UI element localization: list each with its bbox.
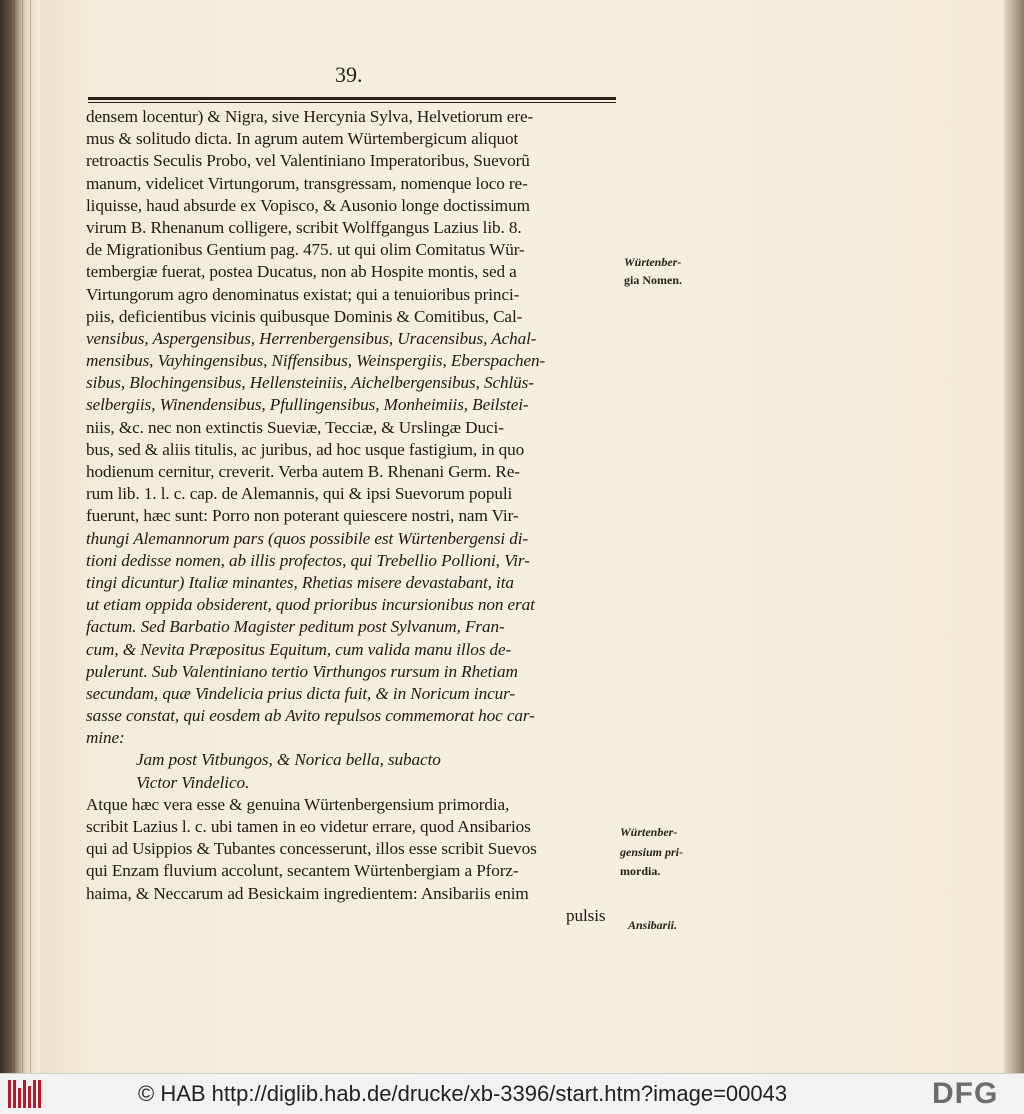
text-line: factum. Sed Barbatio Magister peditum post Sylvanum, Fran- — [86, 617, 505, 637]
text-line: niis, &c. nec non extinctis Sueviæ, Tecciæ, & Urslingæ Duci- — [86, 417, 504, 437]
page-edge-right — [1004, 0, 1024, 1073]
margin-note: gensium pri- — [620, 845, 684, 859]
text-line: secundam, quæ Vindelicia prius dicta fuit, & in Noricum incur- — [86, 683, 515, 703]
text-line: qui Enzam fluvium accolunt, secantem Würtenbergiam a Pforz- — [86, 861, 519, 881]
text-line: ut etiam oppida obsiderent, quod prioribus incursionibus non erat — [86, 595, 535, 615]
text-line: selbergiis, Winendensibus, Pfullingensibus, Monheimiis, Beilstei- — [86, 395, 529, 415]
text-line: Atque hæc vera esse & genuina Würtenbergensium primordia, — [86, 794, 510, 814]
text-line: hodienum cernitur, creverit. Verba autem B. Rhenani Germ. Re- — [86, 462, 520, 481]
page-number: 39. — [335, 62, 363, 87]
text-line: sasse constat, qui eosdem ab Avito repulsos commemorat hoc car- — [86, 706, 535, 726]
catchword: pulsis — [566, 905, 606, 925]
text-line: densem locentur) & Nigra, sive Hercynia Sylva, Helvetiorum ere- — [86, 107, 534, 126]
text-line: tembergiæ fuerat, postea Ducatus, non ab Hospite montis, sed a — [86, 262, 517, 282]
text-line: retroactis Seculis Probo, vel Valentiniano Imperatoribus, Suevorũ — [86, 151, 530, 171]
text-line: mine: — [86, 728, 125, 748]
text-line: piis, deficientibus vicinis quibusque Dominis & Comitibus, Cal- — [86, 306, 523, 326]
text-line: mensibus, Vayhingensibus, Niffensibus, Weinspergiis, Eberspachen- — [86, 351, 546, 371]
text-line: tingi dicuntur) Italiæ minantes, Rhetias misere devastabant, ita — [86, 572, 514, 592]
text-line: thungi Alemannorum pars (quos possibile est Würtenbergensi di- — [86, 528, 529, 548]
text-line: vensibus, Aspergensibus, Herrenbergensibus, Uracensibus, Achal- — [86, 328, 537, 348]
margin-note: Ansibarii. — [628, 918, 678, 932]
text-line: qui ad Usippios & Tubantes concesserunt, illos esse scribit Suevos — [86, 839, 537, 859]
text-line: scribit Lazius l. c. ubi tamen in eo videtur errare, quod Ansibarios — [86, 817, 531, 836]
verse-line: Victor Vindelico. — [136, 772, 250, 792]
text-line: haima, & Neccarum ad Besickaim ingredientem: Ansibariis enim — [86, 883, 529, 903]
dfg-logo: DFG — [932, 1077, 999, 1110]
text-line: manum, videlicet Virtungorum, transgressam, nomenque loco re- — [86, 173, 528, 193]
text-line: virum B. Rhenanum colligere, scribit Wolffgangus Lazius lib. 8. — [86, 217, 522, 237]
header-rule-thin — [88, 102, 616, 103]
verse-line: Jam post Vitbungos, & Norica bella, subacto — [136, 750, 441, 770]
header-rule — [88, 97, 616, 100]
text-line: fuerunt, hæc sunt: Porro non poterant quiescere nostri, nam Vir- — [86, 506, 519, 526]
margin-note: Würtenber- — [624, 255, 682, 269]
margin-note: Würtenber- — [620, 825, 678, 839]
margin-note: mordia. — [620, 864, 661, 878]
text-line: cum, & Nevita Præpositus Equitum, cum valida manu illos de- — [86, 639, 512, 659]
text-line: tioni dedisse nomen, ab illis profectos, qui Trebellio Pollioni, Vir- — [86, 550, 530, 570]
text-line: rum lib. 1. l. c. cap. de Alemannis, qui & ipsi Suevorum populi — [86, 484, 513, 504]
text-line: de Migrationibus Gentium pag. 475. ut qui olim Comitatus Wür- — [86, 240, 525, 260]
text-line: pulerunt. Sub Valentiniano tertio Virthungos rursum in Rhetiam — [86, 661, 518, 681]
copyright-link[interactable]: © HAB http://diglib.hab.de/drucke/xb-3396/start.htm?image=00043 — [138, 1081, 788, 1106]
viewer-footer — [0, 1073, 1024, 1114]
hab-logo-icon — [8, 1080, 46, 1108]
text-line: sibus, Blochingensibus, Hellensteiniis, Aichelbergensibus, Schlüs- — [86, 373, 534, 393]
book-binding-gutter — [0, 0, 40, 1073]
text-line: liquisse, haud absurde ex Vopisco, & Ausonio longe doctissimum — [86, 195, 530, 215]
text-line: Virtungorum agro denominatus existat; qui a tenuioribus princi- — [86, 284, 520, 304]
text-line: bus, sed & aliis titulis, ac juribus, ad hoc usque fastigium, in quo — [86, 439, 525, 459]
text-line: mus & solitudo dicta. In agrum autem Würtembergicum aliquot — [86, 129, 519, 149]
body-text — [86, 106, 634, 927]
margin-note: gia Nomen. — [624, 273, 682, 287]
